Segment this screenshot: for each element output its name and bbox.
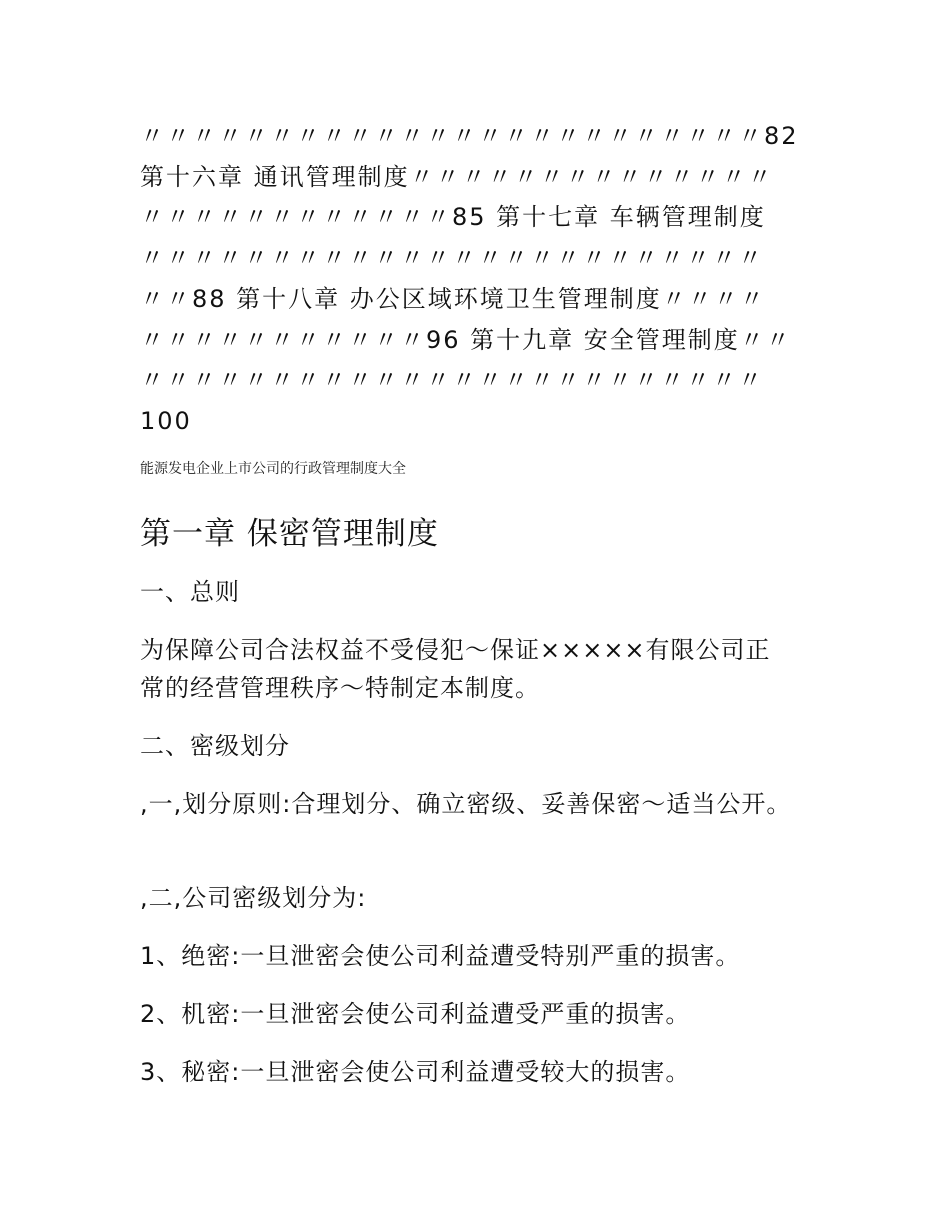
list-item: ,一,划分原则:合理划分、确立密级、妥善保密～适当公开。 [140, 790, 792, 818]
table-of-contents [140, 116, 800, 442]
toc-line: 〃〃〃〃〃〃〃〃〃〃〃〃〃〃〃〃〃〃〃〃〃〃〃〃 [140, 244, 764, 273]
section-title: 二、密级划分 [140, 732, 290, 760]
list-item: 1、绝密:一旦泄密会使公司利益遭受特别严重的损害。 [140, 942, 741, 970]
toc-line: 〃〃〃〃〃〃〃〃〃〃〃〃〃〃〃〃〃〃〃〃〃〃〃〃 [140, 366, 764, 395]
toc-line: 〃〃〃〃〃〃〃〃〃〃〃〃85 第十七章 车辆管理制度 [140, 203, 766, 232]
section-title: 一、总则 [140, 578, 240, 606]
chapter-title: 第一章 保密管理制度 [140, 516, 439, 552]
document-header: 能源发电企业上市公司的行政管理制度大全 [140, 461, 406, 477]
list-item: ,二,公司密级划分为: [140, 884, 367, 912]
list-item: 3、秘密:一旦泄密会使公司利益遭受较大的损害。 [140, 1058, 691, 1086]
list-item: 2、机密:一旦泄密会使公司利益遭受严重的损害。 [140, 1000, 691, 1028]
toc-line: 第十六章 通讯管理制度〃〃〃〃〃〃〃〃〃〃〃〃〃〃 [140, 162, 774, 191]
toc-line: 〃〃88 第十八章 办公区域环境卫生管理制度〃〃〃〃 [140, 284, 766, 313]
toc-line: 100 [140, 406, 192, 435]
toc-line: 〃〃〃〃〃〃〃〃〃〃〃〃〃〃〃〃〃〃〃〃〃〃〃〃82 [140, 122, 799, 150]
paragraph-line: 常的经营管理秩序～特制定本制度。 [140, 674, 540, 702]
toc-line: 〃〃〃〃〃〃〃〃〃〃〃96 第十九章 安全管理制度〃〃 [140, 325, 792, 354]
paragraph-line: 为保障公司合法权益不受侵犯～保证×××××有限公司正 [140, 636, 771, 664]
